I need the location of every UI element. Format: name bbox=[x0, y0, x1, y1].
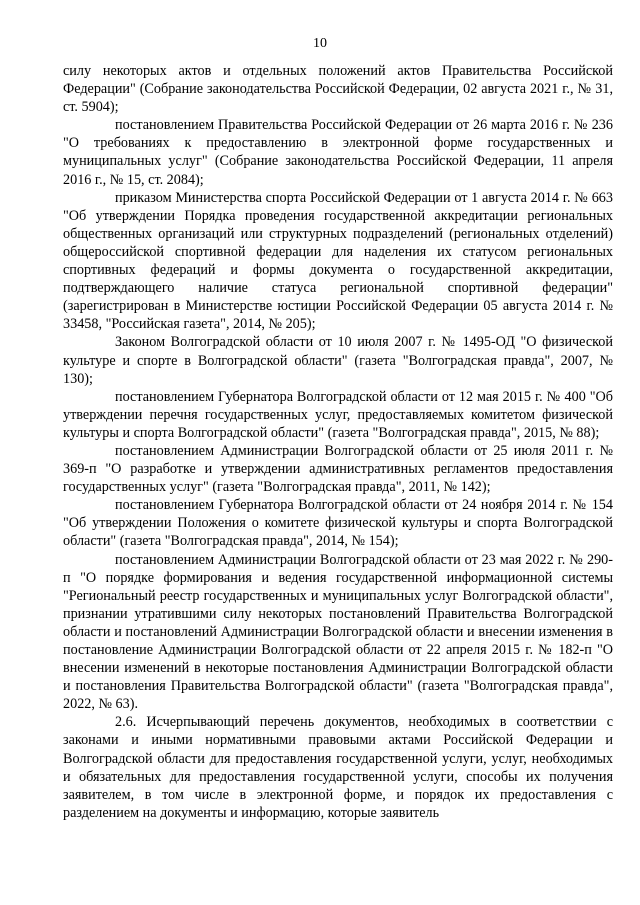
paragraph-governor-decree-154: постановлением Губернатора Волгоградской области от 24 ноября 2014 г. № 154 "Об утверждении Положения о комитете физической культуры и спорта Волгоградской области" (газета "Волгоградская правда", 2014, № 154); bbox=[63, 497, 613, 550]
paragraph-section-2-6: 2.6. Исчерпывающий перечень документов, необходимых в соответствии с законами и иными нормативными правовыми актами Российской Федерации и Волгоградской области для предоставления государственной услуги, услуг, необходимых и обязательных для предоставления государственной услуги, способы их получения заявителем, в том числе в электронной форме, и порядок их предоставления с разделением на документы и информацию, которые заявитель bbox=[63, 714, 613, 821]
paragraph-sport-ministry-order-663: приказом Министерства спорта Российской Федерации от 1 августа 2014 г. № 663 "Об утверждении Порядка проведения государственной аккредитации региональных общественных организаций или структурных подразделений (региональных отделений) общероссийской спортивной федерации для наделения их статусом региональных спортивных федераций и формы документа о государственной аккредитации, подтверждающего наличие статуса региональной спортивной федерации" (зарегистрирован в Министерстве юстиции Российской Федерации 05 августа 2014 г. № 33458, "Российская газета", 2014, № 205); bbox=[63, 189, 613, 333]
paragraph-administration-decree-290: постановлением Администрации Волгоградской области от 23 мая 2022 г. № 290-п "О порядке формирования и ведения государственной информационной системы "Региональный реестр государственных и муниципальных услуг Волгоградской области", признании утратившими силу некоторых постановлений Правительства Волгоградской области и постановлений Администрации Волгоградской области и внесении изменения в постановление Администрации Волгоградской области от 22 апреля 2015 г. № 182-п "О внесении изменений в некоторые постановления Администрации Волгоградской области и постановления Правительства Волгоградской области" (газета "Волгоградская правда", 2022, № 63). bbox=[63, 551, 613, 713]
paragraph-volgograd-law-1495: Законом Волгоградской области от 10 июля 2007 г. № 1495-ОД "О физической культуре и спорте в Волгоградской области" (газета "Волгоградская правда", 2007, № 130); bbox=[63, 334, 613, 387]
paragraph-governor-decree-400: постановлением Губернатора Волгоградской области от 12 мая 2015 г. № 400 "Об утверждении перечня государственных услуг, предоставляемых комитетом физической культуры и спорта Волгоградской области" (газета "Волгоградская правда", 2015, № 88); bbox=[63, 388, 613, 441]
page-number: 10 bbox=[313, 36, 327, 51]
document-body bbox=[63, 62, 613, 822]
paragraph-government-decree-236: постановлением Правительства Российской Федерации от 26 марта 2016 г. № 236 "О требованиях к предоставлению в электронной форме государственных и муниципальных услуг" (Собрание законодательства Российской Федерации, 11 апреля 2016 г., № 15, ст. 2084); bbox=[63, 117, 613, 188]
paragraph-administration-decree-369: постановлением Администрации Волгоградской области от 25 июля 2011 г. № 369-п "О разработке и утверждении административных регламентов предоставления государственных услуг" (газета "Волгоградская правда", 2011, № 142); bbox=[63, 442, 613, 496]
paragraph-continuation: силу некоторых актов и отдельных положений актов Правительства Российской Федерации" (Собрание законодательства Российской Федерации, 02 августа 2021 г., № 31, ст. 5904); bbox=[63, 63, 613, 116]
